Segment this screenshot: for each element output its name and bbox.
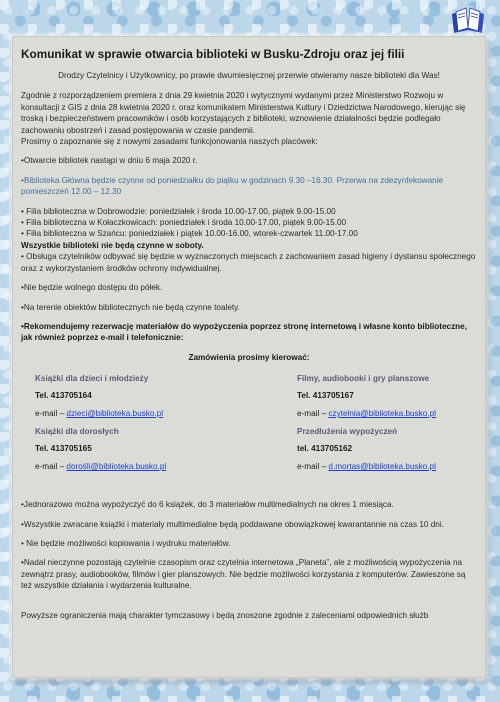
contact-heading-renewals: Przedłużenia wypożyczeń — [297, 427, 398, 437]
opening-date: •Otwarcie bibliotek nastąpi w dniu 6 maja 2020 r. — [21, 156, 198, 166]
email-link-adults[interactable]: dorośli@biblioteka.busko.pl — [66, 462, 167, 472]
branch-hours-1: • Filia biblioteczna w Dobrowodzie: poniedziałek i środa 10.00-17.00, piątek 9.00-15.00 — [21, 206, 336, 216]
borrow-limit: •Jednorazowo można wypożyczyć do 6 książek, do 3 materiałów multimedialnych na okres 1 miesiąca. — [21, 500, 394, 510]
quarantine-notice: •Wszystkie zwracane książki i materiały multimedialne będą poddawane obowiązkowej kwarantannie na czas 10 dni. — [21, 519, 444, 529]
contact-phone-children: Tel. 413705164 — [35, 391, 92, 401]
contacts-right-column — [297, 373, 467, 479]
contact-email-row-renewals — [297, 461, 467, 473]
contact-phone-adults: Tel. 413705165 — [35, 444, 92, 454]
contact-phone-media: Tel. 413705167 — [297, 391, 354, 401]
reservation-notice: •Rekomendujemy rezerwację materiałów do wypożyczenia poprzez stronę internetową i własne konto biblioteczne, jak również poprzez e-mail i telefonicznie: — [21, 321, 468, 343]
branch-hours-3: • Filia biblioteczna w Szańcu: poniedziałek i piątek 10.00-16.00, wtorek-czwartek 11.00-17.00 — [21, 229, 358, 239]
email-prefix: e-mail – — [35, 462, 65, 472]
no-shelves-notice: •Nie będzie wolnego dostępu do półek. — [21, 283, 163, 293]
service-rule: • Obsługa czytelników odbywać się będzie w wyznaczonych miejscach z zachowaniem zasad higieny i dystansu społecznego oraz z wykorzystaniem środków ochrony indywidualnej. — [21, 252, 476, 273]
contact-email-row-adults — [35, 461, 235, 473]
email-prefix: e-mail – — [35, 409, 65, 419]
email-link-children[interactable]: dzieci@biblioteka.busko.pl — [66, 409, 164, 419]
rules-intro: Prosimy o zapoznanie się z nowymi zasadami funkcjonowania naszych placówek: — [21, 137, 318, 147]
contact-heading-media: Filmy, audiobooki i gry planszowe — [297, 374, 430, 384]
branch-hours-2: • Filia biblioteczna w Kołaczkowicach: poniedziałek i środa 10.00-17.00, piątek 9.00-15.00 — [21, 218, 347, 228]
no-copying-notice: • Nie będzie możliwości kopiowania i wydruku materiałów. — [21, 538, 231, 548]
reading-room-notice: •Nadal nieczynne pozostają czytelnie czasopism oraz czytelnia internetowa „Planeta”, ale z możliwością wypożyczenia na zewnątrz prasy, audiobooków, filmów i gier planszowych. Nie będzie możliwości korzystania z komputerów. Zawieszone są też wszystkie działania i wydarzenia kulturalne. — [21, 558, 466, 591]
page-title: Komunikat w sprawie otwarcia biblioteki w Busku-Zdroju oraz jej filii — [21, 47, 405, 61]
email-link-media[interactable]: czytelnia@biblioteka.busko.pl — [328, 409, 436, 419]
email-prefix: e-mail – — [297, 462, 327, 472]
contact-heading-adults: Książki dla dorosłych — [35, 427, 119, 437]
contact-email-row-children — [35, 408, 235, 420]
book-icon — [450, 6, 486, 36]
regulation-paragraph: Zgodnie z rozporządzeniem premiera z dnia 29 kwietnia 2020 i wytycznymi wydanymi przez Ministerstwo Rozwoju w konsultacji z GIS z dnia 28 kwietnia 2020 r. oraz komunikatem Ministerstwa Kultury i Dziedzictwa Narodowego, kierując się troską i bezpieczeństwem pracowników i osób korzystających z biblioteki, wznowienie działalności będzie podlegało zachowaniu obostrzeń i zasad postępowania w czasie pandemii. — [21, 91, 466, 135]
email-prefix: e-mail – — [297, 409, 327, 419]
main-library-hours: •Biblioteka Główna będzie czynne od poniedziałku do piątku w godzinach 9.30 –16.30. Przerwa na zdezynfekowanie pomieszczeń 12.00 – 12.30 — [21, 175, 444, 197]
footer-note: Powyższe ograniczenia mają charakter tymczasowy i będą znoszone zgodnie z zaleceniami odpowiednich służb — [21, 610, 429, 620]
intro-text: Drodzy Czytelnicy i Użytkownicy, po prawie dwumiesięcznej przerwie otwieramy nasze biblioteki dla Was! — [58, 71, 440, 80]
no-toilets-notice: •Na terenie obiektów bibliotecznych nie będą czynne toalety. — [21, 302, 240, 312]
saturday-notice: Wszystkie biblioteki nie będą czynne w soboty. — [21, 240, 204, 250]
contacts-left-column — [35, 373, 235, 479]
contact-phone-renewals: tel. 413705162 — [297, 444, 353, 454]
contact-heading-children: Książki dla dzieci i młodzieży — [35, 374, 149, 384]
announcement-panel — [12, 36, 486, 678]
contacts-section — [21, 373, 477, 479]
orders-heading: Zamówienia prosimy kierować: — [188, 352, 310, 362]
email-link-renewals[interactable]: d.mortas@biblioteka.busko.pl — [328, 462, 436, 472]
contact-email-row-media — [297, 408, 467, 420]
